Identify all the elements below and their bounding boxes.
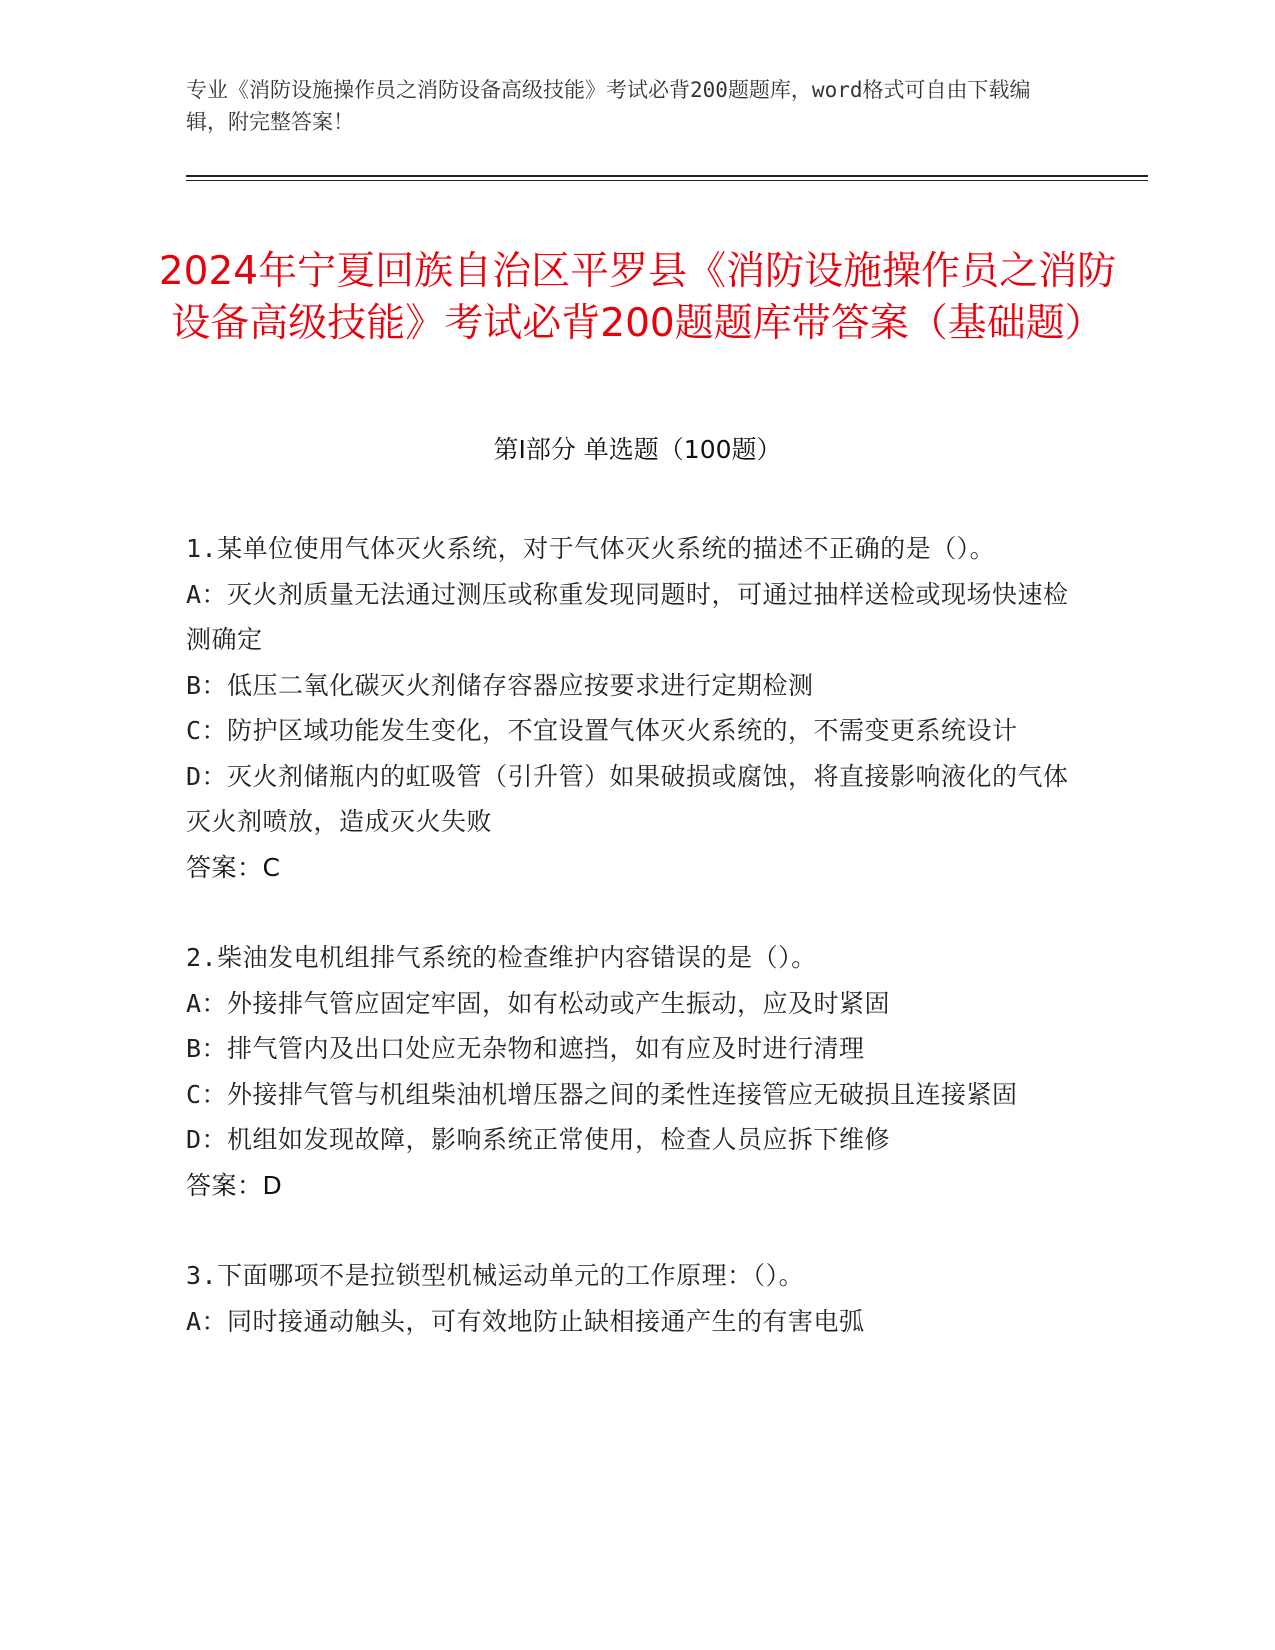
option-d: D：灭火剂储瓶内的虹吸管（引升管）如果破损或腐蚀，将直接影响液化的气体灭火剂喷放，造成灭火失败 <box>186 761 1069 836</box>
option-a: A：同时接通动触头，可有效地防止缺相接通产生的有害电弧 <box>186 1306 865 1336</box>
answer: 答案：D <box>186 1170 283 1200</box>
question-3 <box>186 1253 1076 1344</box>
header-divider-thin <box>186 180 1148 181</box>
option-b: B：低压二氧化碳灭火剂储存容器应按要求进行定期检测 <box>186 670 814 700</box>
document-title: 2024年宁夏回族自治区平罗县《消防设施操作员之消防设备高级技能》考试必背200题题库带答案（基础题） <box>158 249 1117 347</box>
header-divider-thick <box>186 175 1148 177</box>
option-d: D：机组如发现故障，影响系统正常使用，检查人员应拆下维修 <box>186 1125 891 1154</box>
question-stem: 2.柴油发电机组排气系统的检查维护内容错误的是（）。 <box>186 943 817 972</box>
option-a: A：外接排气管应固定牢固，如有松动或产生振动，应及时紧固 <box>186 988 891 1018</box>
question-list <box>186 526 1076 1389</box>
answer: 答案：C <box>186 852 281 882</box>
question-2 <box>186 935 1076 1208</box>
option-a: A：灭火剂质量无法通过测压或称重发现同题时，可通过抽样送检或现场快速检测确定 <box>186 579 1069 654</box>
section-heading: 第Ⅰ部分 单选题（100题） <box>493 435 782 464</box>
option-c: C：防护区域功能发生变化，不宜设置气体灭火系统的，不需变更系统设计 <box>186 716 1018 745</box>
question-stem: 3.下面哪项不是拉锁型机械运动单元的工作原理：（）。 <box>186 1261 805 1290</box>
question-stem: 1.某单位使用气体灭火系统，对于气体灭火系统的描述不正确的是（）。 <box>186 534 996 563</box>
question-1 <box>186 526 1076 890</box>
option-c: C：外接排气管与机组柴油机增压器之间的柔性连接管应无破损且连接紧固 <box>186 1079 1018 1109</box>
header-note: 专业《消防设施操作员之消防设备高级技能》考试必背200题题库，word格式可自由下载编辑，附完整答案！ <box>186 78 1031 134</box>
option-b: B：排气管内及出口处应无杂物和遮挡，如有应及时进行清理 <box>186 1034 865 1063</box>
